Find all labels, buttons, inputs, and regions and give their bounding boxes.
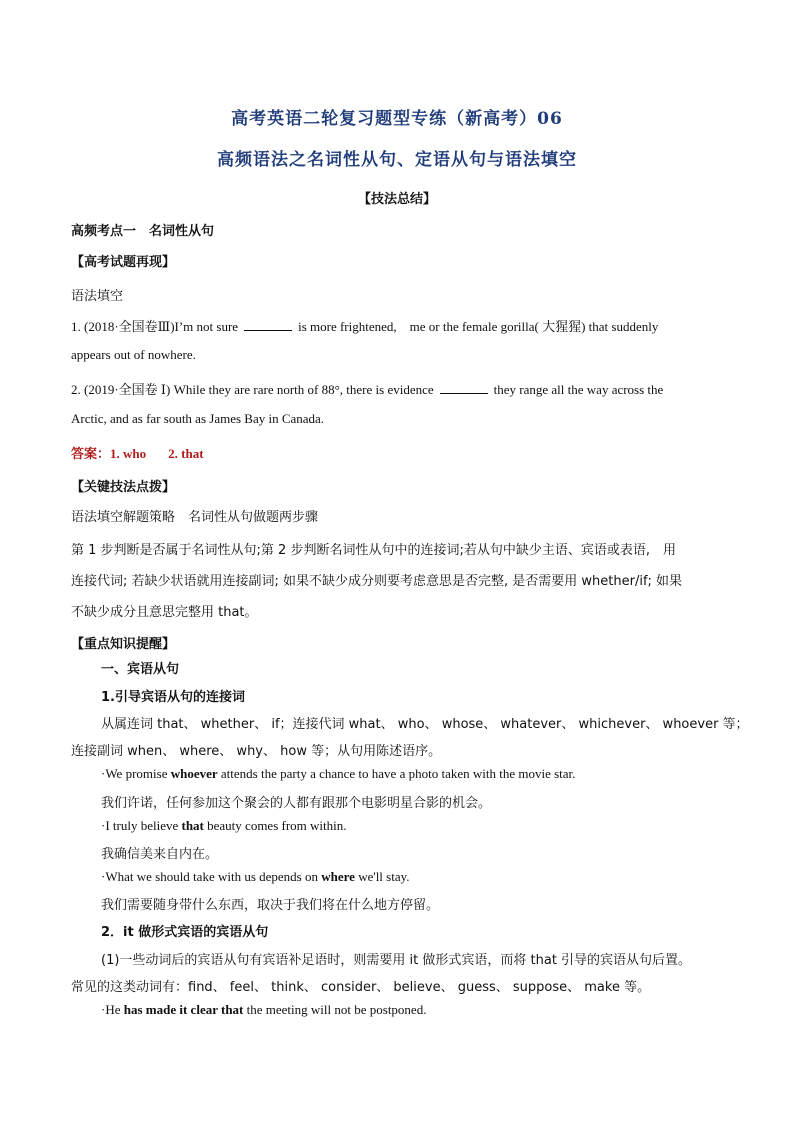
ex4-post: the meeting will not be postponed. [243, 1002, 427, 1017]
para-line-3: 不缺少成分且意思完整用 that。 [71, 605, 258, 620]
answer-label: 答案： [71, 447, 111, 462]
zhongdian-header: 【重点知识提醒】 [71, 637, 176, 652]
example-3 [101, 869, 410, 885]
document-subtitle: 高频语法之名词性从句、定语从句与语法填空 [217, 150, 577, 170]
ex2-bold: that [181, 818, 204, 833]
q1-text-1: 1. (2018·全国卷Ⅲ)I’m not sure [71, 319, 239, 334]
document-title: 高考英语二轮复习题型专练（新高考）06 [231, 109, 563, 129]
ex4-pre: ·He [101, 1002, 124, 1017]
example-1-cn: 我们许诺，任何参加这个聚会的人都有跟那个电影明星合影的机会。 [101, 796, 492, 811]
q2-blank [440, 382, 488, 394]
ex2-pre: ·I truly believe [101, 818, 182, 833]
sub2-heading: 2．it 做形式宾语的宾语从句 [101, 925, 269, 940]
yufa-label: 语法填空 [71, 289, 124, 304]
example-2 [101, 818, 347, 834]
rule-line-2: 常见的这类动词有：find、 feel、 think、 consider、 believe、 guess、 suppose、 make 等。 [71, 980, 651, 995]
example-3-cn: 我们需要随身带什么东西，取决于我们将在什么地方停留。 [101, 898, 440, 913]
para-line-1: 第 1 步判断是否属于名词性从句;第 2 步判断名词性从句中的连接词;若从句中缺少主语、宾语或表语, 用 [71, 543, 676, 558]
example-4 [101, 1002, 426, 1018]
ex1-bold: whoever [170, 766, 218, 781]
q2-text-3: Arctic, and as far south as James Bay in Canada. [71, 411, 325, 426]
question-1 [71, 316, 658, 335]
q2-text-2: they range all the way across the [493, 382, 664, 397]
kaodian-heading: 高频考点一 名词性从句 [71, 224, 215, 239]
ex1-pre: ·We promise [101, 766, 171, 781]
jijian-header: 【关键技法点拨】 [71, 480, 176, 495]
q1-text-3: appears out of nowhere. [71, 347, 196, 362]
question-2 [71, 379, 663, 398]
ex4-bold: has made it clear that [123, 1002, 244, 1017]
answer-2: 2. that [168, 446, 204, 461]
ex3-post: we'll stay. [354, 869, 410, 884]
answer-line [71, 443, 204, 462]
q2-text-1: 2. (2019·全国卷 Ⅰ) While they are rare north of 88°, there is evidence [71, 382, 434, 397]
ex2-post: beauty comes from within. [203, 818, 347, 833]
example-1 [101, 766, 575, 782]
conj-line-1: 从属连词 that、 whether、 if；连接代词 what、 who、 whose、 whatever、 whichever、 whoever 等； [101, 717, 749, 732]
conj-line-2: 连接副词 when、 where、 why、 how 等；从句用陈述语序。 [71, 744, 442, 759]
sub1-1-heading: 1.引导宾语从句的连接词 [101, 690, 245, 705]
sub1-heading: 一、宾语从句 [101, 662, 180, 677]
ex1-post: attends the party a chance to have a photo taken with the movie star. [217, 766, 576, 781]
answer-1: 1. who [110, 446, 147, 461]
para-line-2: 连接代词; 若缺少状语就用连接副词; 如果不缺少成分则要考虑意思是否完整, 是否需要用 whether/if; 如果 [71, 574, 683, 589]
q1-blank [244, 319, 292, 331]
ex3-bold: where [321, 869, 355, 884]
strategy-line: 语法填空解题策略 名词性从句做题两步骤 [71, 510, 319, 525]
example-2-cn: 我确信美来自内在。 [101, 847, 219, 862]
ex3-pre: ·What we should take with us depends on [101, 869, 322, 884]
gaokao-header: 【高考试题再现】 [71, 255, 176, 270]
rule-line-1: (1)一些动词后的宾语从句有宾语补足语时，则需要用 it 做形式宾语，而将 that 引导的宾语从句后置。 [101, 953, 692, 968]
q1-text-2: is more frightened, me or the female gorilla( 大猩猩) that suddenly [298, 319, 659, 334]
section-label: 【技法总结】 [357, 192, 436, 207]
